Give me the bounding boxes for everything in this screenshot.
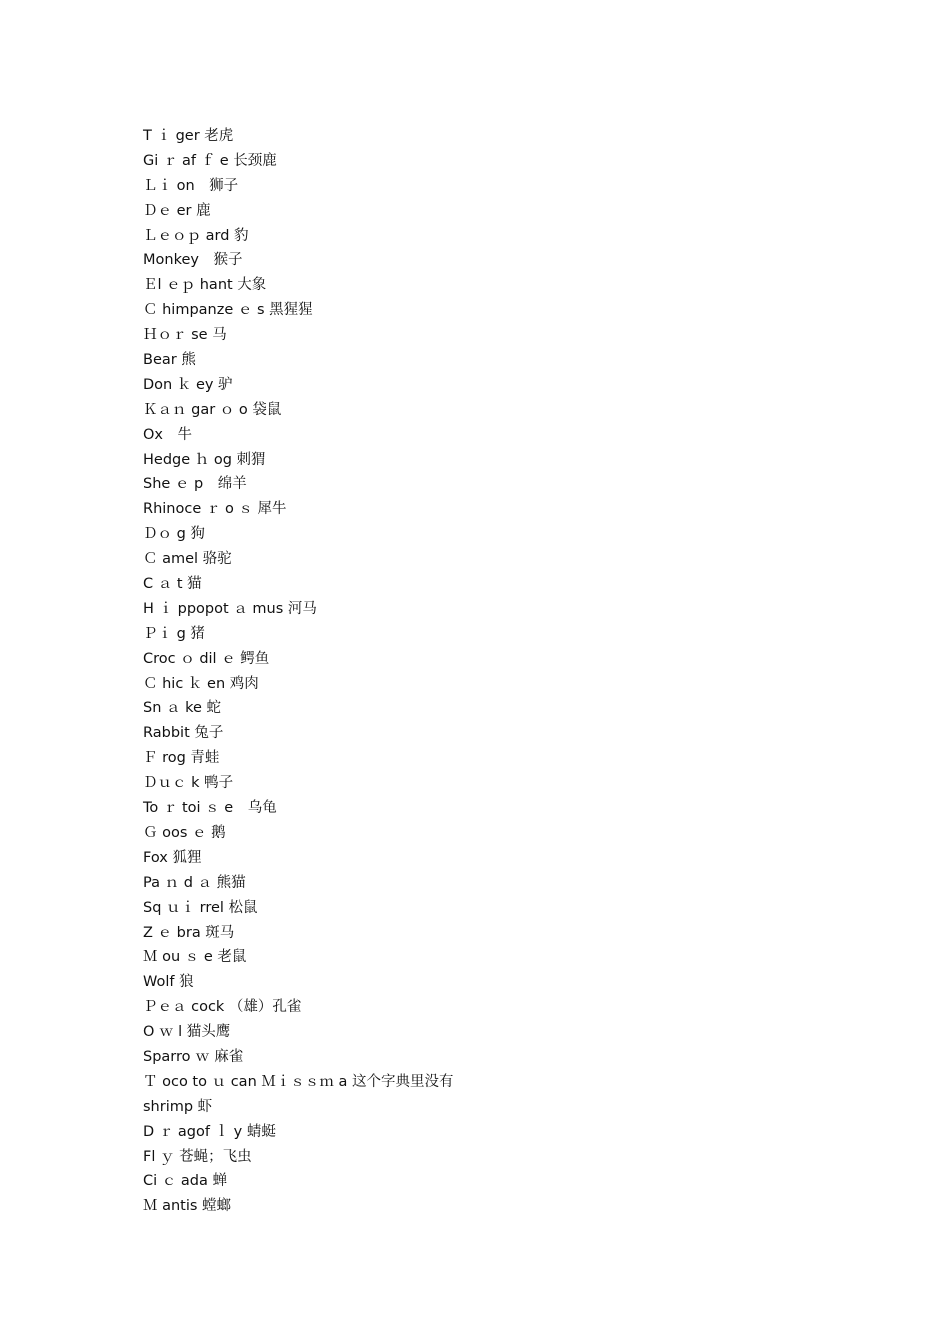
vocabulary-entry: She ｅ p 绵羊 [143, 476, 247, 493]
vocabulary-entry: Hedge ｈ og 刺猬 [143, 451, 266, 468]
vocabulary-entry: To ｒ toi ｓ e 乌龟 [143, 800, 277, 817]
vocabulary-entry: Ｌｅｏｐ ard 豹 [143, 227, 249, 244]
vocabulary-entry: Ｃ hic ｋ en 鸡肉 [143, 675, 259, 692]
vocabulary-entry: Fl ｙ 苍蝇；飞虫 [143, 1148, 252, 1165]
vocabulary-entry: Ｈｏｒ se 马 [143, 327, 227, 344]
vocabulary-entry: Wolf 狼 [143, 974, 194, 991]
vocabulary-entry: Ｍ antis 螳螂 [143, 1198, 232, 1215]
vocabulary-entry: Rabbit 兔子 [143, 725, 224, 742]
vocabulary-entry: Z ｅ bra 斑马 [143, 924, 235, 941]
vocabulary-entry: Ｐｅａ cock （雄）孔雀 [143, 999, 302, 1016]
vocabulary-list [143, 124, 453, 1219]
vocabulary-entry: D ｒ agof ｌ y 蜻蜓 [143, 1123, 276, 1140]
vocabulary-entry: Pa ｎ d ａ 熊猫 [143, 874, 246, 891]
vocabulary-entry: Sparro ｗ 麻雀 [143, 1048, 244, 1065]
vocabulary-entry: Ｔ oco to ｕ can Ｍｉｓｓｍ a 这个字典里没有 [143, 1073, 454, 1090]
vocabulary-entry: Ｅl ｅｐ hant 大象 [143, 277, 267, 294]
vocabulary-entry: C ａ t 猫 [143, 576, 202, 593]
vocabulary-entry: Ｃ amel 骆驼 [143, 551, 232, 568]
vocabulary-entry: shrimp 虾 [143, 1098, 213, 1115]
vocabulary-entry: Ox 牛 [143, 426, 192, 443]
vocabulary-entry: Ci ｃ ada 蝉 [143, 1173, 227, 1190]
vocabulary-entry: Fox 狐狸 [143, 849, 202, 866]
vocabulary-entry: T ｉ ger 老虎 [143, 128, 234, 144]
vocabulary-entry: Bear 熊 [143, 352, 196, 369]
vocabulary-entry: Ｍ ou ｓ e 老鼠 [143, 949, 247, 966]
vocabulary-entry: H ｉ ppopot ａ mus 河马 [143, 600, 317, 617]
vocabulary-entry: Monkey 猴子 [143, 252, 243, 269]
vocabulary-entry: Ｄｅ er 鹿 [143, 202, 211, 219]
vocabulary-entry: Ｄｕｃ k 鸭子 [143, 775, 234, 792]
vocabulary-entry: Don ｋ ey 驴 [143, 376, 233, 393]
vocabulary-entry: Sn ａ ke 蛇 [143, 700, 222, 717]
vocabulary-entry: Ｐｉ g 猪 [143, 625, 205, 642]
vocabulary-entry: Ｆ rog 青蛙 [143, 750, 220, 767]
vocabulary-entry: Ｄｏ g 狗 [143, 526, 205, 543]
vocabulary-entry: Croc ｏ dil ｅ 鳄鱼 [143, 650, 270, 667]
vocabulary-entry: Sq ｕｉ rrel 松鼠 [143, 899, 258, 916]
vocabulary-entry: Rhinoce ｒ o ｓ 犀牛 [143, 501, 287, 518]
vocabulary-entry: Ｋａｎ gar ｏ o 袋鼠 [143, 401, 282, 418]
vocabulary-entry: Ｌｉ on 狮子 [143, 177, 239, 194]
vocabulary-entry: Ｃ himpanze ｅ s 黑猩猩 [143, 302, 313, 319]
vocabulary-entry: Ｇ oos ｅ 鹅 [143, 824, 226, 841]
vocabulary-entry: Gi ｒ af ｆ e 长颈鹿 [143, 152, 277, 169]
vocabulary-entry: O ｗ l 猫头鹰 [143, 1024, 231, 1041]
